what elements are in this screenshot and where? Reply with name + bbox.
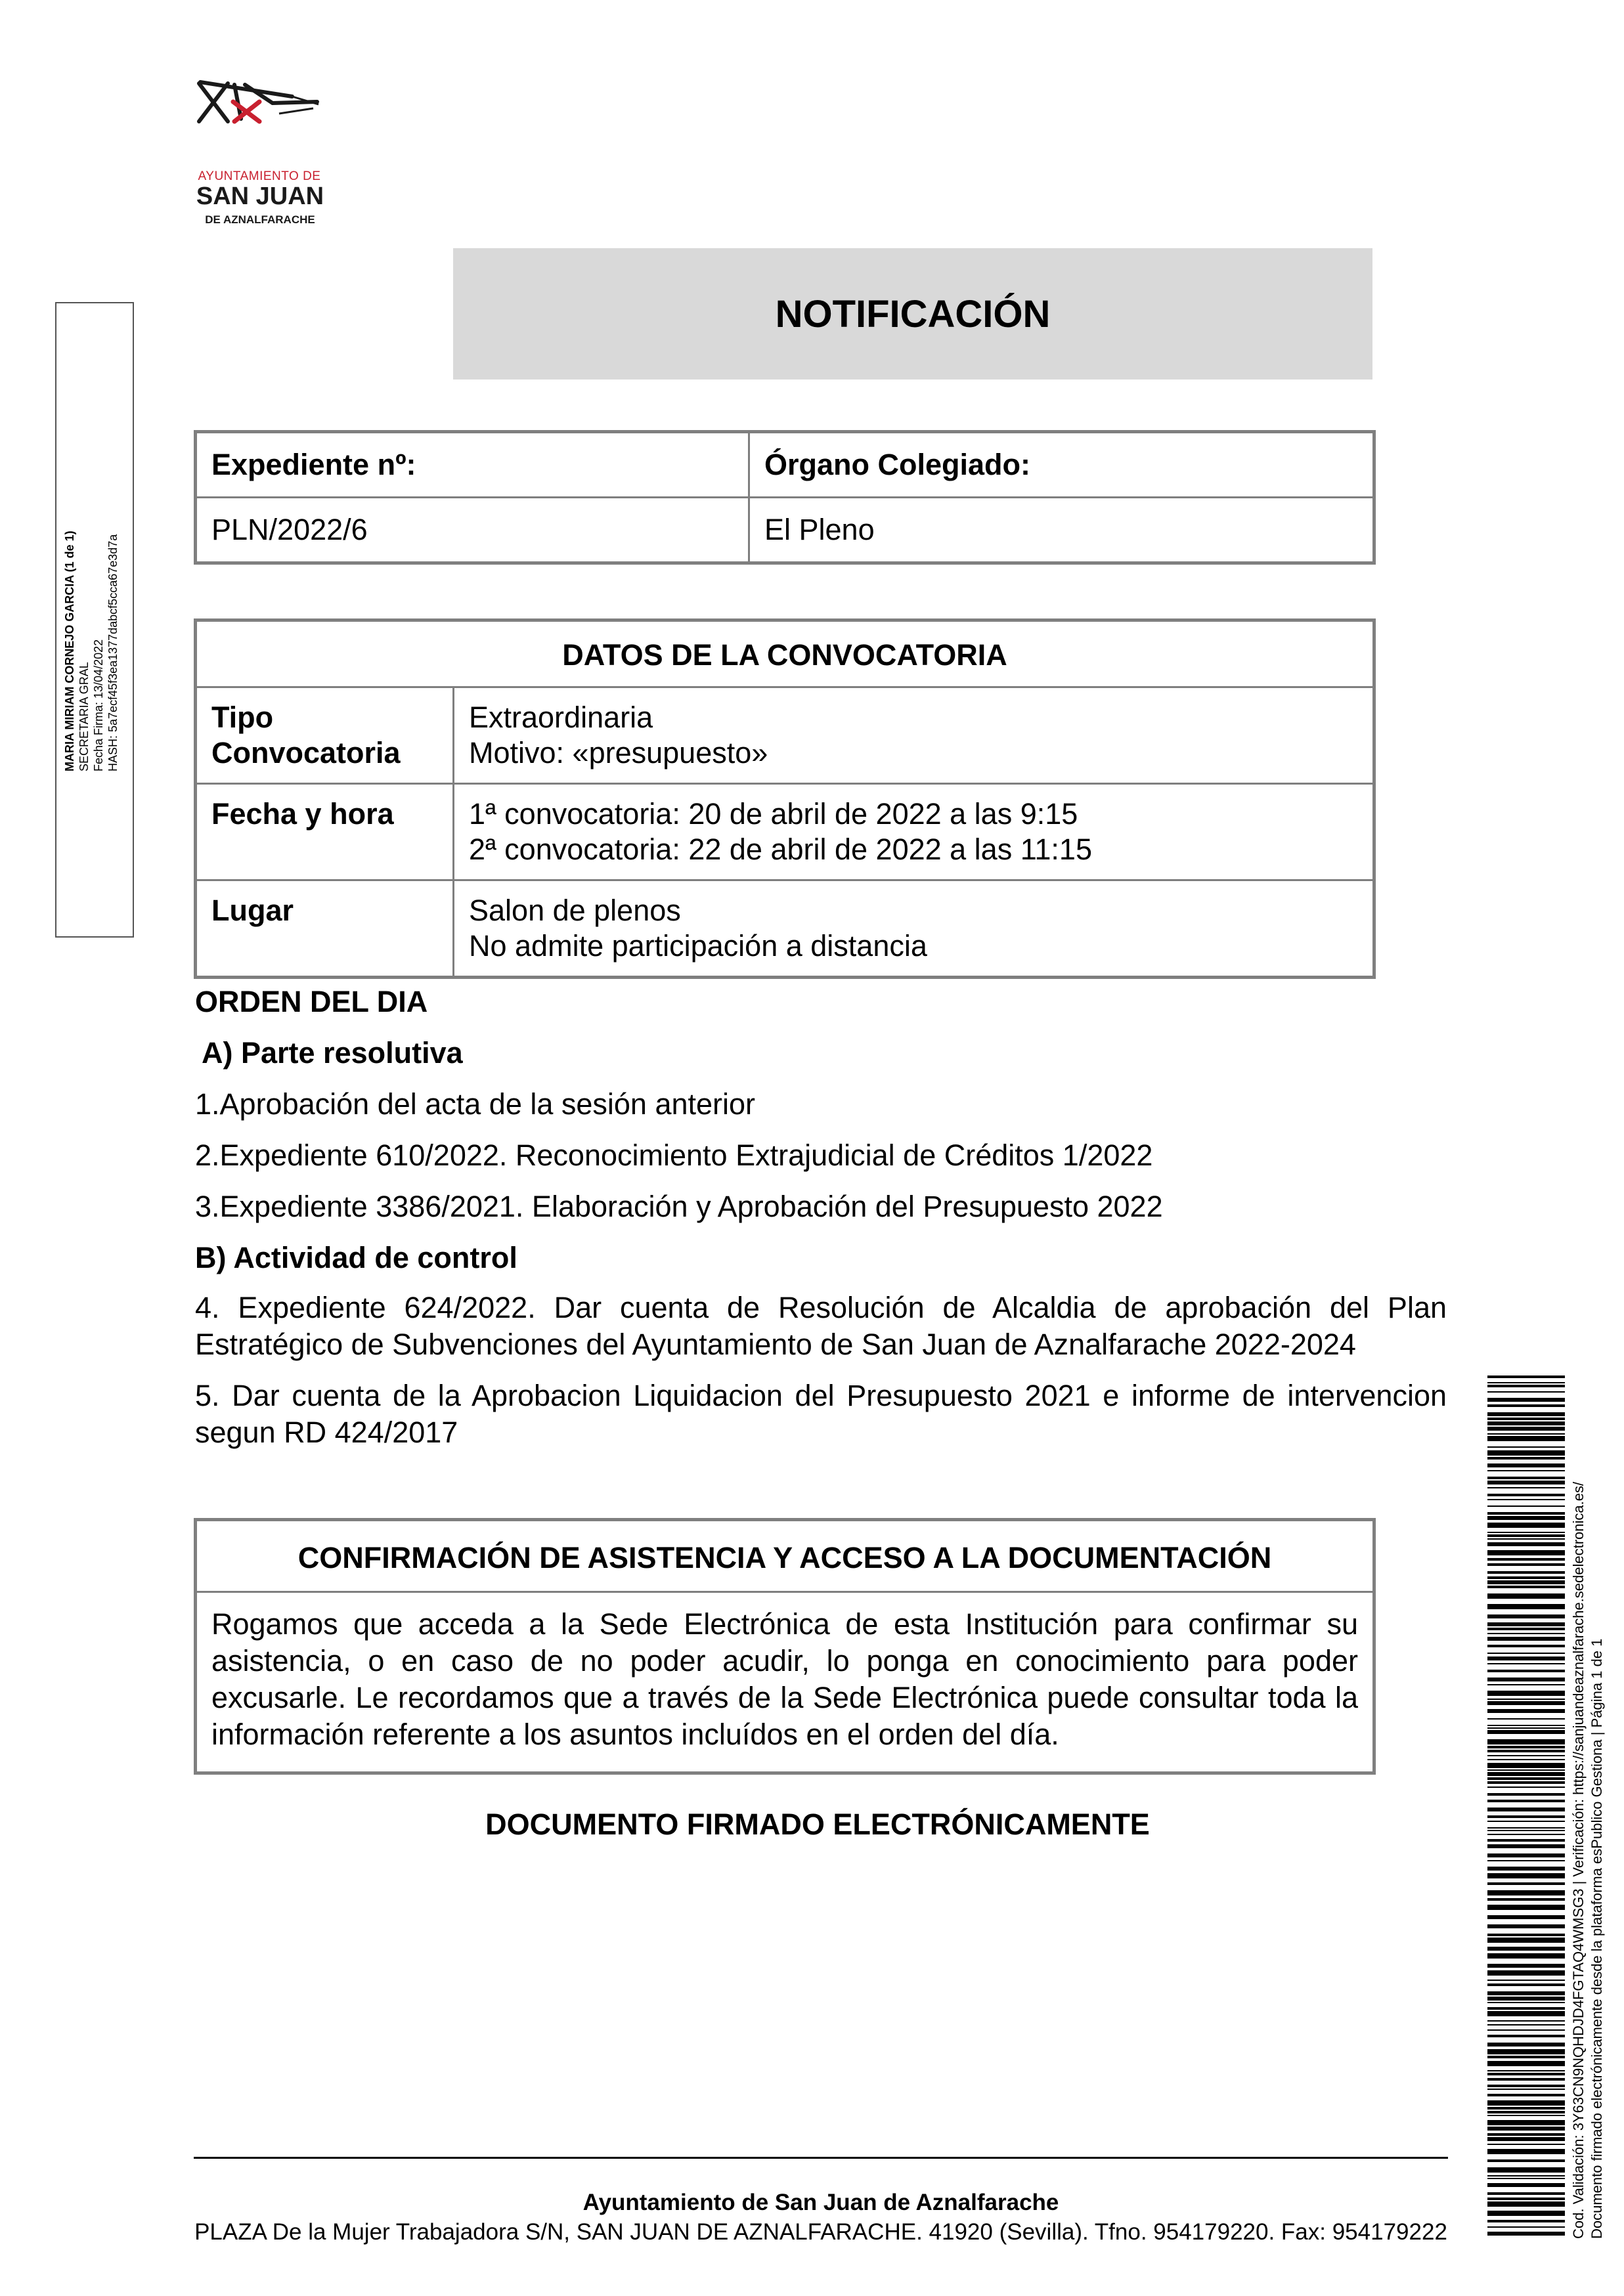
row-value	[454, 784, 1374, 880]
logo-line-3: DE AZNALFARACHE	[205, 213, 315, 226]
verification-line-2: Documento firmado electrónicamente desde la plataforma esPublico Gestiona | Página 1 de 1	[1589, 1638, 1605, 2239]
segunda-convocatoria: 2ª convocatoria: 22 de abril de 2022 a las 11:15	[469, 833, 1092, 866]
table-row	[196, 687, 1374, 784]
verification-text	[1569, 1372, 1606, 2239]
confirmacion-body: Rogamos que acceda a la Sede Electrónica de esta Institución para confirmar su asistencia, o en caso de no poder acudir, lo ponga en conocimiento para poder excusarle. Le recordamos que a través de la Sede Electrónica puede consultar toda la información referente a los asuntos incluídos en el orden del día.	[196, 1592, 1374, 1773]
lugar-value: Salon de plenos	[469, 894, 681, 927]
orden-title: ORDEN DEL DIA	[195, 985, 428, 1018]
stamp-signer: MARIA MIRIAM CORNEJO GARCIA (1 de 1)	[63, 531, 76, 771]
stamp-role: SECRETARIA GRAL	[77, 662, 91, 771]
row-value	[454, 687, 1374, 784]
section-a-title: A) Parte resolutiva	[202, 1036, 463, 1070]
verification-line-1: Cod. Validación: 3Y63CN9NQHDJD4FGTAQ4WMSG3 | Verificación: https://sanjuandeaznalfarache.sedelectronica.es/	[1570, 1481, 1587, 2239]
convocatoria-header: DATOS DE LA CONVOCATORIA	[196, 620, 1374, 687]
confirmacion-header: CONFIRMACIÓN DE ASISTENCIA Y ACCESO A LA DOCUMENTACIÓN	[196, 1520, 1374, 1592]
stamp-hash: HASH: 5a7ecf45f3ea1377dabcf5cca67e3d7a	[106, 534, 120, 771]
expediente-label: Expediente nº:	[196, 432, 749, 498]
footer-address: PLAZA De la Mujer Trabajadora S/N, SAN JUAN DE AZNALFARACHE. 41920 (Sevilla). Tfno. 954179220. Fax: 954179222	[194, 2219, 1447, 2245]
list-item: 5. Dar cuenta de la Aprobacion Liquidacion del Presupuesto 2021 e informe de intervencion segun RD 424/2017	[195, 1379, 1447, 1449]
list-item: 3.Expediente 3386/2021. Elaboración y Aprobación del Presupuesto 2022	[195, 1190, 1163, 1223]
signature-stamp-text	[62, 483, 128, 771]
tipo-label: Tipo	[211, 701, 274, 734]
row-label	[196, 687, 454, 784]
footer-divider	[194, 2157, 1448, 2159]
expediente-value: PLN/2022/6	[196, 498, 749, 563]
logo-line-2: SAN JUAN	[196, 183, 324, 210]
stamp-date: Fecha Firma: 13/04/2022	[92, 639, 105, 771]
convocatoria-label: Convocatoria	[211, 736, 401, 769]
barcode-icon	[1487, 1375, 1565, 2236]
table-row	[196, 784, 1374, 880]
participacion-value: No admite participación a distancia	[469, 929, 927, 963]
confirmacion-table	[194, 1518, 1376, 1775]
lugar-label: Lugar	[196, 880, 454, 978]
expediente-table	[194, 430, 1376, 565]
fecha-label: Fecha y hora	[196, 784, 454, 880]
list-item: 4. Expediente 624/2022. Dar cuenta de Resolución de Alcaldia de aprobación del Plan Estratégico de Subvenciones del Ayuntamiento de San Juan de Aznalfarache 2022-2024	[195, 1291, 1447, 1361]
signed-notice: DOCUMENTO FIRMADO ELECTRÓNICAMENTE	[485, 1808, 1150, 1841]
section-b-title: B) Actividad de control	[195, 1241, 517, 1274]
primera-convocatoria: 1ª convocatoria: 20 de abril de 2022 a las 9:15	[469, 797, 1078, 831]
row-value	[454, 880, 1374, 978]
tipo-value: Extraordinaria	[469, 701, 653, 734]
list-item: 1.Aprobación del acta de la sesión anterior	[195, 1087, 756, 1121]
page-title: NOTIFICACIÓN	[775, 293, 1051, 336]
motivo-value: Motivo: «presupuesto»	[469, 736, 768, 769]
convocatoria-table	[194, 618, 1376, 979]
footer-org: Ayuntamiento de San Juan de Aznalfarache	[582, 2190, 1059, 2215]
list-item: 2.Expediente 610/2022. Reconocimiento Extrajudicial de Créditos 1/2022	[195, 1138, 1153, 1172]
logo-line-1: AYUNTAMIENTO DE	[198, 169, 321, 183]
organo-value: El Pleno	[749, 498, 1374, 563]
table-row	[196, 880, 1374, 978]
organo-label: Órgano Colegiado:	[749, 432, 1374, 498]
